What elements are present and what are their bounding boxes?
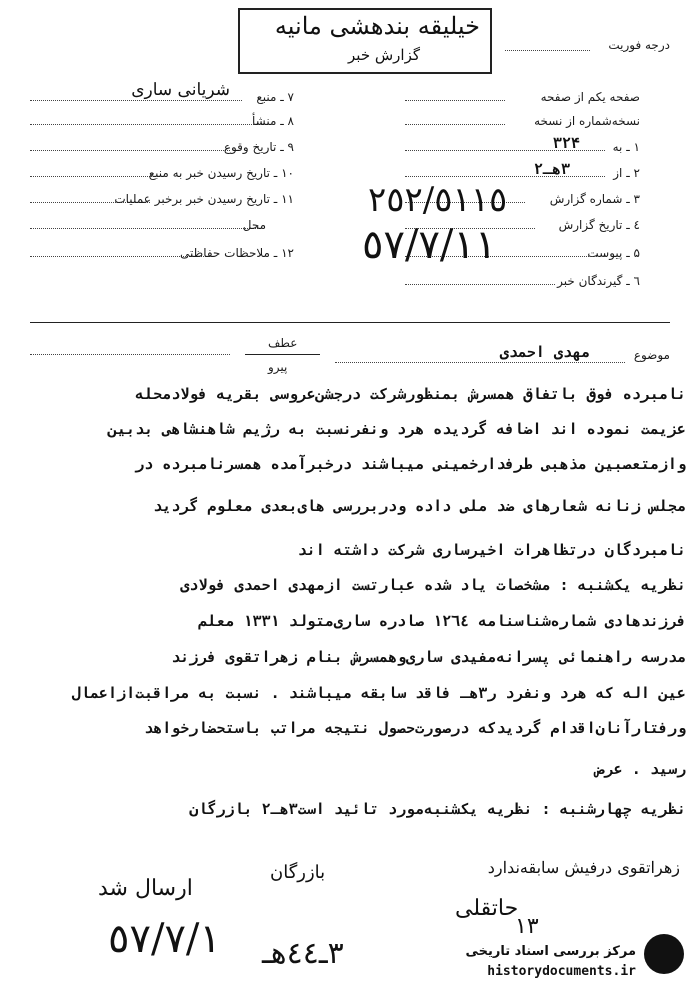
footer-right-number: ١٣ [515,914,539,939]
origin-dots [30,124,270,125]
from-dots [405,176,605,177]
field-from: ۲ ـ از [613,166,640,180]
field-arrival-to-source: ۱۰ ـ تاریخ رسیدن خبر به منبع [148,166,294,180]
stamp-title: خیلیقه بندهشی مانیه [274,12,480,40]
body-line: نظریه یکشنبه : مشخصات یاد شده عبارتست ازمهدی احمدی فولادی [180,576,686,594]
body-line: رسید . عرض [595,760,686,778]
field-occurrence-date: ۹ ـ تاریخ وقوع [223,140,294,154]
field-origin: ۸ ـ منشأ [251,114,294,128]
subject-value: مهدی احمدی [499,343,590,361]
body-line: فرزندهادی شماره‌شناسنامه ١٢٦٤ صادره ساری‌متولد ١٣٣١ معلم [198,612,686,630]
stamp-subtitle: گزارش خبر [348,46,420,64]
body-line: نامبرده فوق باتفاق همسرش بمنظورشرکت درجشن‌عروسی بقریه فولادمحله [135,385,686,403]
page-dots [405,100,505,101]
body-line: عین اله که هرد ونفرد ر٣هـ فاقد سابقه میباشند . نسبت به مراقبت‌ازاعمال [71,684,686,702]
occurrence-date-dots [30,150,230,151]
footer-sent-note: ارسال شد [98,876,193,901]
recipients-dots [405,284,555,285]
body-line: عزیمت نموده اند اضافه گردیده هرد ونفرنسبت به رژیم شاهنشاهی بدبین [108,420,686,438]
reference-atf: عطف [268,336,298,350]
closing-line: نظریه چهارشنبه : نظریه یکشنبه‌مورد تائید است٣هـ٢ بازرگان [189,800,686,818]
body-line: ورفتارآنان‌اقدام گردیدکه درصورت‌حصول نتیجه مراتب باستحضارخواهد [144,719,686,737]
field-report-number: ۳ ـ شماره گزارش [549,192,640,206]
reference-dots-left [30,354,230,355]
field-location: محل [242,218,266,232]
subject-dots [335,362,625,363]
divider [30,322,670,323]
priority-dots [505,50,590,51]
location-dots [30,228,260,229]
footer-left-code: ٣ـ٤٤هـ [262,936,344,971]
body-line: مدرسه راهنمائی پسرانه‌مفیدی ساری‌وهمسرش بنام زهراتقوی فرزند [171,648,686,666]
subject-label: موضوع [633,348,670,362]
arrival-source-dots [30,176,160,177]
handwritten-report-date: ٥٧/٧/١١ [362,222,497,268]
watermark-url: historydocuments.ir [487,964,636,979]
footer-signature-bazargan: بازرگان [270,862,326,883]
handwritten-report-number: ٢٥٢/٥١١٥ [368,180,508,220]
field-report-date: ٤ ـ تاریخ گزارش [558,218,640,232]
reference-peyro: پیرو [268,360,288,374]
field-to: ۱ ـ به [612,140,640,154]
field-attachment: ۵ ـ پیوست [587,246,640,260]
field-source: ۷ ـ منبع [256,90,294,104]
reference-rule [245,354,320,355]
header-stamp [238,8,492,74]
body-line: نامبردگان درتظاهرات اخیرساری شرکت داشته اند [297,541,686,559]
from-value: ۳هـ۲ [533,160,570,178]
field-page: صفحه یکم از صفحه [540,90,640,104]
watermark-title: مرکز بررسی اسناد تاریخی [465,944,636,959]
source-dots [30,100,242,101]
body-line: وازمتعصبین مذهبی طرفدارخمینی میباشند درخبرآمده همسرنامبرده در [135,455,686,473]
copy-dots [405,124,505,125]
watermark-logo [644,934,684,974]
field-copy-number: نسخه‌شماره از نسخه [534,114,640,128]
footer-right-signature: حاتقلی [455,896,519,921]
source-value: شریانی ساری [131,80,230,100]
footer-left-date: ٥٧/٧/١ [108,916,221,962]
to-value: ۳۲۴ [552,134,580,152]
field-arrival-to-ops: ۱۱ ـ تاریخ رسیدن خبر برخبر عملیات [114,192,294,206]
body-line: مجلس زنانه شعارهای ضد ملی داده ودربررسی های‌بعدی معلوم گردید [153,497,686,515]
field-security-notes: ۱۲ ـ ملاحظات حفاظتی [180,246,294,260]
priority-label: درجه فوریت [608,38,670,52]
field-recipients: ٦ ـ گیرندگان خبر [557,274,640,288]
footer-note: زهراتقوی درفیش سابقه‌ندارد [487,858,680,877]
